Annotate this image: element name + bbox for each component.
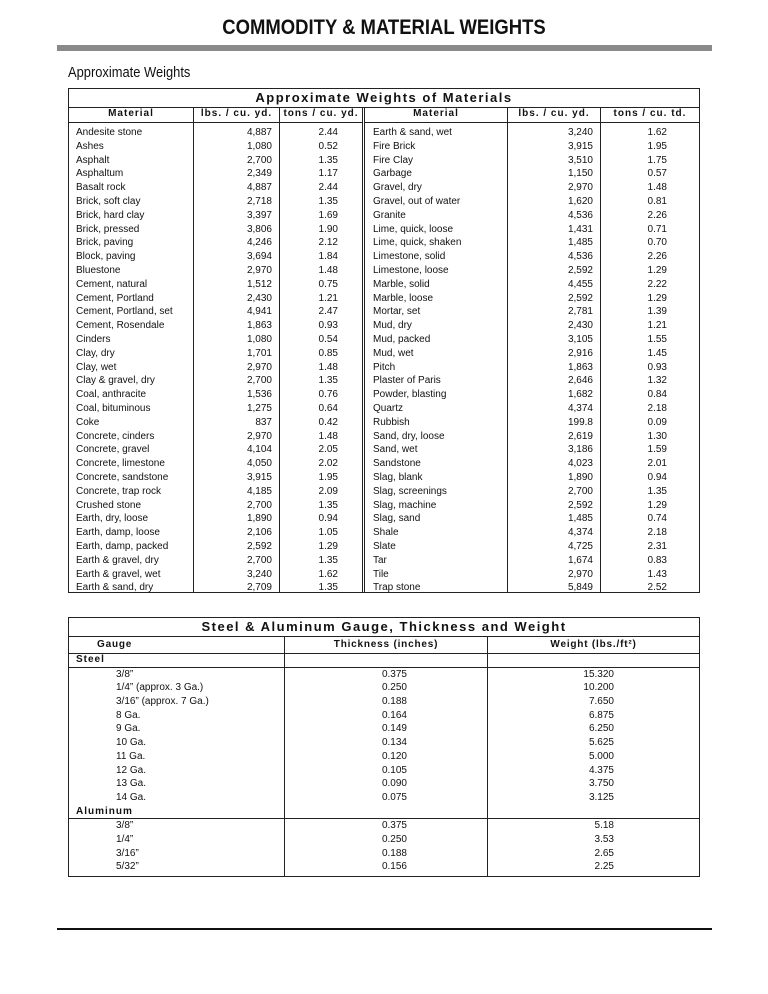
material-cell: Tar — [373, 554, 387, 566]
tons-cell: 1.29 — [318, 540, 338, 552]
tons-cell: 1.30 — [647, 430, 667, 442]
lbs-cell: 4,023 — [567, 458, 593, 470]
group-spacer — [488, 653, 699, 668]
material-cell: Earth & sand, wet — [373, 127, 452, 138]
material-cell: Slate — [373, 540, 396, 552]
lbs-cell: 4,374 — [567, 527, 593, 539]
tons-cell: 1.48 — [318, 361, 338, 373]
lbs-cell: 3,105 — [567, 333, 593, 345]
material-cell: Shale — [373, 527, 399, 539]
material-cell: Cement, Rosendale — [76, 320, 165, 332]
column-header: Gauge — [69, 637, 285, 653]
thickness-cell: 0.164 — [381, 709, 407, 721]
material-cell: Slag, sand — [373, 513, 421, 525]
material-cell: Cement, natural — [76, 278, 148, 290]
material-cell: Clay, dry — [76, 347, 115, 359]
material-cell: Andesite stone — [76, 127, 143, 138]
material-cell: Sandstone — [373, 458, 421, 470]
lbs-cell: 2,781 — [567, 306, 593, 318]
material-cell: Fire Brick — [373, 140, 416, 152]
lbs-cell: 2,970 — [567, 568, 593, 580]
material-cell: Earth & gravel, wet — [76, 568, 161, 580]
tons-cell: 1.45 — [647, 347, 667, 359]
tons-cell: 2.09 — [318, 485, 338, 497]
tons-cell: 0.81 — [647, 195, 667, 207]
gauge-table-title: Steel & Aluminum Gauge, Thickness and Weight — [69, 618, 699, 637]
lbs-cell: 3,510 — [567, 154, 593, 166]
gauge-cell: 9 Ga. — [116, 723, 141, 735]
gauge-cell: 5/32” — [116, 861, 139, 873]
right-tons-column — [601, 107, 699, 592]
tons-cell: 2.18 — [647, 527, 667, 539]
lbs-cell: 1,431 — [567, 223, 593, 235]
thickness-cell: 0.156 — [381, 861, 407, 873]
material-cell: Mud, packed — [373, 333, 431, 345]
material-cell: Slag, screenings — [373, 485, 447, 497]
tons-cell: 1.48 — [318, 264, 338, 276]
lbs-cell: 2,916 — [567, 347, 593, 359]
lbs-cell: 4,185 — [246, 485, 272, 497]
material-cell: Trap stone — [373, 582, 421, 594]
material-cell: Mortar, set — [373, 306, 421, 318]
column-header: Weight (lbs./ft²) — [550, 639, 637, 650]
material-cell: Basalt rock — [76, 182, 126, 194]
lbs-cell: 4,104 — [246, 444, 272, 456]
tons-cell: 2.44 — [318, 182, 338, 194]
material-cell: Brick, hard clay — [76, 209, 145, 221]
lbs-cell: 1,890 — [246, 513, 272, 525]
tons-cell: 1.35 — [647, 485, 667, 497]
material-cell: Limestone, loose — [373, 264, 449, 276]
tons-cell: 0.94 — [318, 513, 338, 525]
tons-cell: 1.62 — [647, 127, 667, 138]
material-cell: Cinders — [76, 333, 111, 345]
material-cell: Quartz — [373, 402, 404, 414]
tons-cell: 1.21 — [318, 292, 338, 304]
tons-cell: 0.54 — [318, 333, 338, 345]
column-header: tons / cu. td. — [601, 107, 699, 123]
tons-cell: 1.90 — [318, 223, 338, 235]
gauge-cell: 12 Ga. — [116, 764, 147, 776]
lbs-cell: 1,080 — [246, 140, 272, 152]
lbs-cell: 2,430 — [567, 320, 593, 332]
column-header: tons / cu. yd. — [280, 107, 362, 123]
left-lbs-column — [194, 107, 280, 592]
lbs-cell: 3,240 — [246, 568, 272, 580]
lbs-cell: 2,700 — [246, 154, 272, 166]
weight-cell: 5.18 — [594, 820, 614, 832]
tons-cell: 0.83 — [647, 554, 667, 566]
lbs-cell: 2,970 — [246, 264, 272, 276]
lbs-cell: 4,050 — [246, 458, 272, 470]
lbs-cell: 2,700 — [246, 375, 272, 387]
material-cell: Concrete, cinders — [76, 430, 155, 442]
lbs-cell: 4,536 — [567, 251, 593, 263]
material-cell: Earth & gravel, dry — [76, 554, 159, 566]
lbs-cell: 1,080 — [246, 333, 272, 345]
gauge-cell: 3/8” — [116, 668, 134, 680]
gauge-column — [69, 653, 285, 876]
material-cell: Sand, dry, loose — [373, 430, 445, 442]
gauge-cell: 14 Ga. — [116, 791, 147, 803]
left-tons-column — [280, 107, 365, 592]
tons-cell: 1.59 — [647, 444, 667, 456]
lbs-cell: 2,592 — [567, 292, 593, 304]
material-cell: Asphalt — [76, 154, 110, 166]
tons-cell: 1.55 — [647, 333, 667, 345]
material-cell: Coal, bituminous — [76, 402, 151, 414]
lbs-cell: 1,485 — [567, 513, 593, 525]
material-cell: Fire Clay — [373, 154, 414, 166]
lbs-cell: 4,887 — [246, 182, 272, 194]
lbs-cell: 2,718 — [246, 195, 272, 207]
gauge-cell: 8 Ga. — [116, 709, 141, 721]
tons-cell: 1.29 — [647, 264, 667, 276]
material-cell: Brick, pressed — [76, 223, 140, 235]
material-cell: Brick, soft clay — [76, 195, 141, 207]
material-cell: Gravel, dry — [373, 182, 422, 194]
group-spacer — [285, 805, 487, 820]
weight-cell: 5.625 — [588, 737, 614, 749]
tons-cell: 2.26 — [647, 251, 667, 263]
tons-cell: 2.01 — [647, 458, 667, 470]
gauge-cell: 3/16” — [116, 847, 139, 859]
lbs-cell: 2,592 — [567, 264, 593, 276]
lbs-cell: 1,275 — [246, 402, 272, 414]
lbs-cell: 2,700 — [567, 485, 593, 497]
column-header: Material — [365, 107, 507, 123]
tons-cell: 1.95 — [647, 140, 667, 152]
material-cell: Lime, quick, shaken — [373, 237, 462, 249]
material-cell: Marble, solid — [373, 278, 430, 290]
thickness-cell: 0.250 — [381, 682, 407, 694]
lbs-cell: 2,619 — [567, 430, 593, 442]
weight-cell: 3.53 — [594, 833, 614, 845]
lbs-cell: 4,374 — [567, 402, 593, 414]
material-cell: Earth, damp, loose — [76, 527, 160, 539]
gauge-cell: 11 Ga. — [116, 750, 146, 762]
gauge-cell: 3/16” (approx. 7 Ga.) — [116, 696, 209, 708]
bottom-rule — [57, 928, 712, 930]
material-cell: Powder, blasting — [373, 389, 447, 401]
lbs-cell: 1,890 — [567, 471, 593, 483]
material-cell: Clay & gravel, dry — [76, 375, 155, 387]
tons-cell: 0.70 — [647, 237, 667, 249]
group-label: Steel — [69, 653, 284, 668]
tons-cell: 1.69 — [318, 209, 338, 221]
material-cell: Earth, damp, packed — [76, 540, 169, 552]
thickness-cell: 0.250 — [381, 833, 407, 845]
lbs-cell: 199.8 — [567, 416, 593, 428]
lbs-cell: 2,700 — [246, 499, 272, 511]
gauge-cell: 1/4” (approx. 3 Ga.) — [116, 682, 204, 694]
material-cell: Clay, wet — [76, 361, 117, 373]
weight-cell: 5.000 — [588, 750, 614, 762]
lbs-cell: 1,863 — [567, 361, 593, 373]
tons-cell: 1.21 — [647, 320, 667, 332]
material-cell: Lime, quick, loose — [373, 223, 454, 235]
thickness-column — [285, 653, 488, 876]
lbs-cell: 3,694 — [246, 251, 272, 263]
material-cell: Granite — [373, 209, 406, 221]
weights-table — [68, 88, 700, 593]
tons-cell: 1.95 — [318, 471, 338, 483]
tons-cell: 2.44 — [318, 127, 338, 138]
tons-cell: 1.48 — [318, 430, 338, 442]
weight-cell: 10.200 — [583, 682, 614, 694]
tons-cell: 1.35 — [318, 499, 338, 511]
lbs-cell: 4,941 — [246, 306, 272, 318]
thickness-cell: 0.188 — [381, 696, 407, 708]
tons-cell: 2.47 — [318, 306, 338, 318]
tons-cell: 2.31 — [647, 540, 667, 552]
tons-cell: 1.84 — [318, 251, 338, 263]
lbs-cell: 1,682 — [567, 389, 593, 401]
lbs-cell: 3,186 — [567, 444, 593, 456]
material-cell: Earth, dry, loose — [76, 513, 149, 525]
material-cell: Concrete, sandstone — [76, 471, 169, 483]
material-cell: Bluestone — [76, 264, 121, 276]
lbs-cell: 837 — [255, 416, 272, 428]
material-cell: Mud, wet — [373, 347, 414, 359]
gauge-cell: 1/4” — [116, 833, 134, 845]
thickness-cell: 0.105 — [381, 764, 407, 776]
tons-cell: 2.02 — [318, 458, 338, 470]
tons-cell: 1.29 — [647, 292, 667, 304]
lbs-cell: 4,536 — [567, 209, 593, 221]
thickness-cell: 0.188 — [381, 847, 407, 859]
weight-cell: 7.650 — [588, 696, 614, 708]
material-cell: Rubbish — [373, 416, 410, 428]
tons-cell: 0.85 — [318, 347, 338, 359]
lbs-cell: 2,700 — [246, 554, 272, 566]
lbs-cell: 1,701 — [246, 347, 272, 359]
lbs-cell: 1,620 — [567, 195, 593, 207]
tons-cell: 1.35 — [318, 195, 338, 207]
lbs-cell: 1,863 — [246, 320, 272, 332]
right-lbs-column — [508, 107, 601, 592]
weight-cell: 2.65 — [594, 847, 614, 859]
lbs-cell: 2,646 — [567, 375, 593, 387]
tons-cell: 0.93 — [318, 320, 338, 332]
lbs-cell: 3,240 — [567, 127, 593, 138]
lbs-cell: 2,430 — [246, 292, 272, 304]
lbs-cell: 4,725 — [567, 540, 593, 552]
column-header: lbs. / cu. yd. — [508, 107, 600, 123]
tons-cell: 1.17 — [318, 168, 338, 180]
material-cell: Cement, Portland — [76, 292, 154, 304]
weight-cell: 6.250 — [588, 723, 614, 735]
material-cell: Coke — [76, 416, 100, 428]
lbs-cell: 2,592 — [246, 540, 272, 552]
lbs-cell: 1,674 — [567, 554, 593, 566]
title-rule — [57, 45, 712, 51]
tons-cell: 2.05 — [318, 444, 338, 456]
material-cell: Coal, anthracite — [76, 389, 147, 401]
tons-cell: 2.22 — [647, 278, 667, 290]
lbs-cell: 3,397 — [246, 209, 272, 221]
tons-cell: 0.74 — [647, 513, 667, 525]
tons-cell: 1.35 — [318, 154, 338, 166]
tons-cell: 2.52 — [647, 582, 667, 594]
tons-cell: 1.35 — [318, 554, 338, 566]
gauge-table — [68, 617, 700, 877]
material-cell: Tile — [373, 568, 389, 580]
tons-cell: 1.29 — [647, 499, 667, 511]
page-title: COMMODITY & MATERIAL WEIGHTS — [222, 16, 546, 39]
thickness-cell: 0.075 — [381, 791, 407, 803]
lbs-cell: 2,709 — [246, 582, 272, 594]
lbs-cell: 2,106 — [246, 527, 272, 539]
weight-column — [488, 653, 699, 876]
tons-cell: 1.39 — [647, 306, 667, 318]
lbs-cell: 2,970 — [246, 361, 272, 373]
tons-cell: 0.84 — [647, 389, 667, 401]
section-label: Approximate Weights — [68, 64, 191, 81]
weight-cell: 4.375 — [588, 764, 614, 776]
thickness-cell: 0.134 — [381, 737, 407, 749]
lbs-cell: 2,349 — [246, 168, 272, 180]
gauge-cell: 10 Ga. — [116, 737, 147, 749]
tons-cell: 0.09 — [647, 416, 667, 428]
tons-cell: 1.75 — [647, 154, 667, 166]
material-cell: Slag, machine — [373, 499, 437, 511]
material-cell: Gravel, out of water — [373, 195, 461, 207]
material-cell: Concrete, limestone — [76, 458, 165, 470]
tons-cell: 0.57 — [647, 168, 667, 180]
material-cell: Earth & sand, dry — [76, 582, 154, 594]
material-cell: Pitch — [373, 361, 396, 373]
tons-cell: 1.05 — [318, 527, 338, 539]
group-spacer — [285, 653, 487, 668]
tons-cell: 1.43 — [647, 568, 667, 580]
material-cell: Crushed stone — [76, 499, 142, 511]
thickness-cell: 0.375 — [381, 668, 407, 680]
weight-cell: 3.750 — [588, 778, 614, 790]
thickness-cell: 0.375 — [381, 820, 407, 832]
material-cell: Mud, dry — [373, 320, 412, 332]
material-cell: Sand, wet — [373, 444, 418, 456]
lbs-cell: 4,455 — [567, 278, 593, 290]
lbs-cell: 1,512 — [246, 278, 272, 290]
material-cell: Garbage — [373, 168, 412, 180]
lbs-cell: 2,970 — [246, 430, 272, 442]
thickness-cell: 0.149 — [381, 723, 407, 735]
column-header: lbs. / cu. yd. — [194, 107, 279, 123]
tons-cell: 1.35 — [318, 582, 338, 594]
tons-cell: 0.94 — [647, 471, 667, 483]
material-cell: Block, paving — [76, 251, 136, 263]
thickness-cell: 0.090 — [381, 778, 407, 790]
left-material-column — [69, 107, 194, 592]
thickness-cell: 0.120 — [381, 750, 407, 762]
lbs-cell: 2,970 — [567, 182, 593, 194]
lbs-cell: 1,485 — [567, 237, 593, 249]
tons-cell: 2.18 — [647, 402, 667, 414]
material-cell: Ashes — [76, 140, 104, 152]
gauge-cell: 3/8” — [116, 820, 134, 832]
gauge-cell: 13 Ga. — [116, 778, 147, 790]
tons-cell: 1.35 — [318, 375, 338, 387]
tons-cell: 2.12 — [318, 237, 338, 249]
tons-cell: 1.32 — [647, 375, 667, 387]
material-cell: Concrete, trap rock — [76, 485, 162, 497]
tons-cell: 0.75 — [318, 278, 338, 290]
material-cell: Concrete, gravel — [76, 444, 150, 456]
lbs-cell: 4,887 — [246, 127, 272, 138]
tons-cell: 0.76 — [318, 389, 338, 401]
material-cell: Marble, loose — [373, 292, 434, 304]
weights-table-title: Approximate Weights of Materials — [69, 89, 699, 108]
lbs-cell: 3,915 — [246, 471, 272, 483]
lbs-cell: 1,150 — [567, 168, 593, 180]
material-cell: Asphaltum — [76, 168, 124, 180]
tons-cell: 0.42 — [318, 416, 338, 428]
tons-cell: 0.52 — [318, 140, 338, 152]
material-cell: Limestone, solid — [373, 251, 446, 263]
column-header: Thickness (inches) — [285, 637, 488, 653]
lbs-cell: 2,592 — [567, 499, 593, 511]
column-header: Material — [69, 107, 193, 123]
material-cell: Brick, paving — [76, 237, 134, 249]
material-cell: Cement, Portland, set — [76, 306, 173, 318]
tons-cell: 2.26 — [647, 209, 667, 221]
tons-cell: 0.93 — [647, 361, 667, 373]
tons-cell: 0.64 — [318, 402, 338, 414]
group-label: Aluminum — [69, 805, 284, 820]
tons-cell: 1.62 — [318, 568, 338, 580]
weight-cell: 2.25 — [594, 861, 614, 873]
weight-cell: 15.320 — [583, 668, 614, 680]
lbs-cell: 5,849 — [567, 582, 593, 594]
group-spacer — [488, 805, 699, 820]
tons-cell: 0.71 — [647, 223, 667, 235]
tons-cell: 1.48 — [647, 182, 667, 194]
lbs-cell: 1,536 — [246, 389, 272, 401]
weight-cell: 3.125 — [588, 791, 614, 803]
right-material-column — [365, 107, 508, 592]
weight-cell: 6.875 — [588, 709, 614, 721]
lbs-cell: 4,246 — [246, 237, 272, 249]
material-cell: Plaster of Paris — [373, 375, 441, 387]
lbs-cell: 3,806 — [246, 223, 272, 235]
lbs-cell: 3,915 — [567, 140, 593, 152]
material-cell: Slag, blank — [373, 471, 423, 483]
